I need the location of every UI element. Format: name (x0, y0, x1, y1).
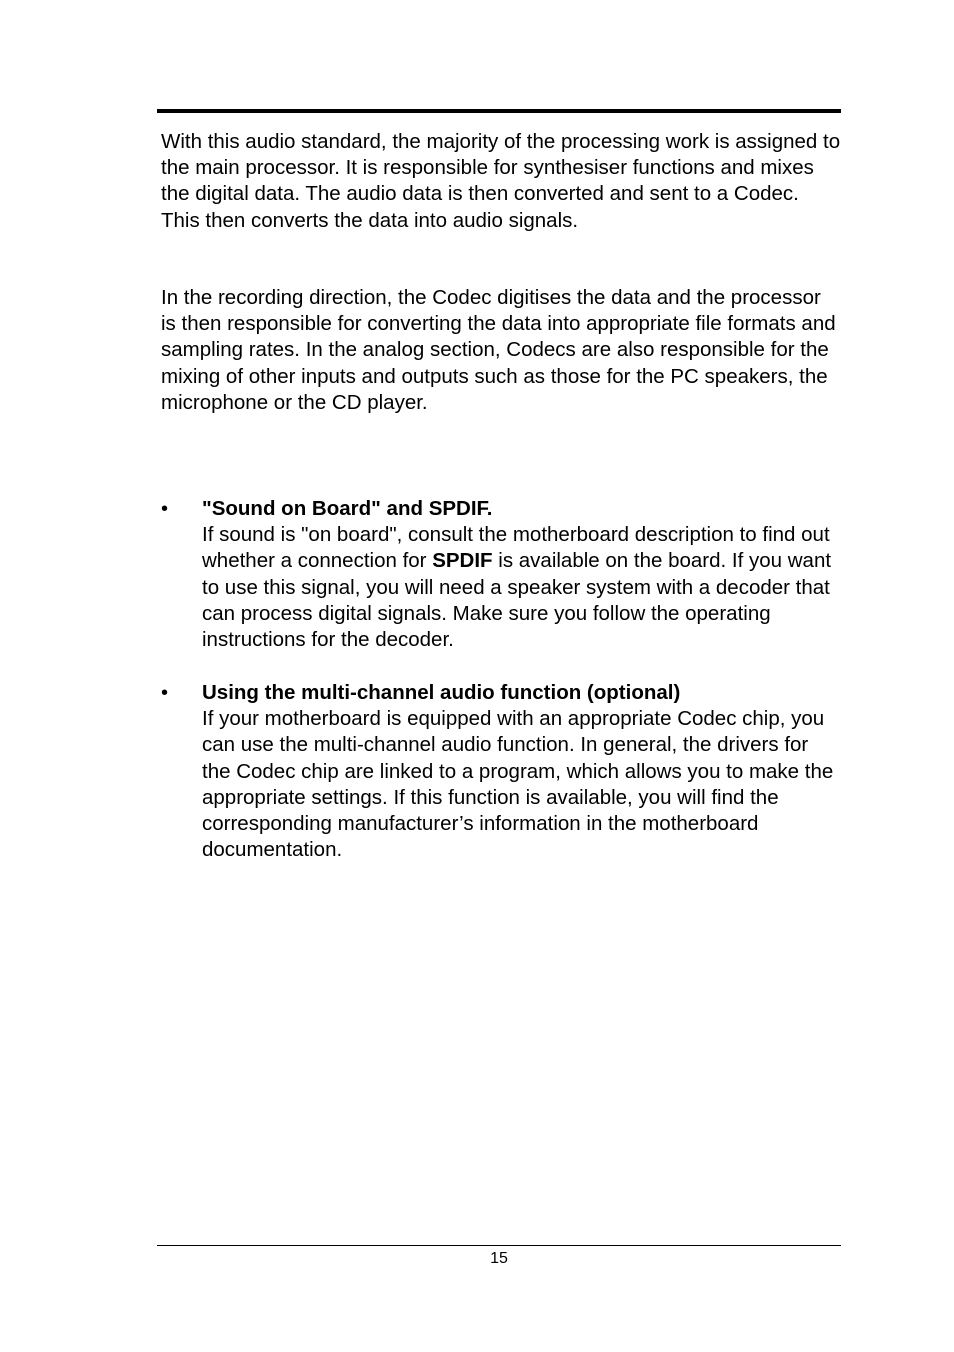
body-paragraph-2: In the recording direction, the Codec digitises the data and the processor is then responsible for converting the data into appropriate file formats and sampling rates. In the analog section, Codecs are also responsible for the mixing of other inputs and outputs such as those for the PC speakers, the microphone or the CD player. (161, 286, 836, 414)
bullet-marker: • (161, 498, 169, 520)
bullet-marker: • (161, 682, 169, 704)
bullet-body (202, 496, 842, 653)
bullet-bold-term: SPDIF (432, 549, 493, 573)
footer-rule (157, 1245, 841, 1246)
bullet-text-before: If sound is "on board", consult the motherboard description to find out whether a connection for (202, 523, 830, 573)
bullet-text: If your motherboard is equipped with an appropriate Codec chip, you can use the multi-channel audio function. In general, the drivers for the Codec chip are linked to a program, which allows you to make the appropriate settings. If this function is available, you will find the corresponding manufacturer’s information in the motherboard documentation. (202, 707, 834, 862)
bullet-title: "Sound on Board" and SPDIF. (202, 497, 493, 520)
bullet-text-after: is available on the board. If you want to use this signal, you will need a speaker system with a decoder that can process digital signals. Make sure you follow the operating instructions for the decoder. (202, 549, 832, 652)
bullet-title: Using the multi-channel audio function (optional) (202, 681, 681, 704)
body-paragraph-1: With this audio standard, the majority of the processing work is assigned to the main processor. It is responsible for synthesiser functions and mixes the digital data. The audio data is then converted and sent to a Codec. This then converts the data into audio signals. (161, 130, 841, 232)
header-rule (157, 109, 841, 113)
page-number: 15 (490, 1250, 508, 1267)
bullet-body (202, 680, 842, 863)
